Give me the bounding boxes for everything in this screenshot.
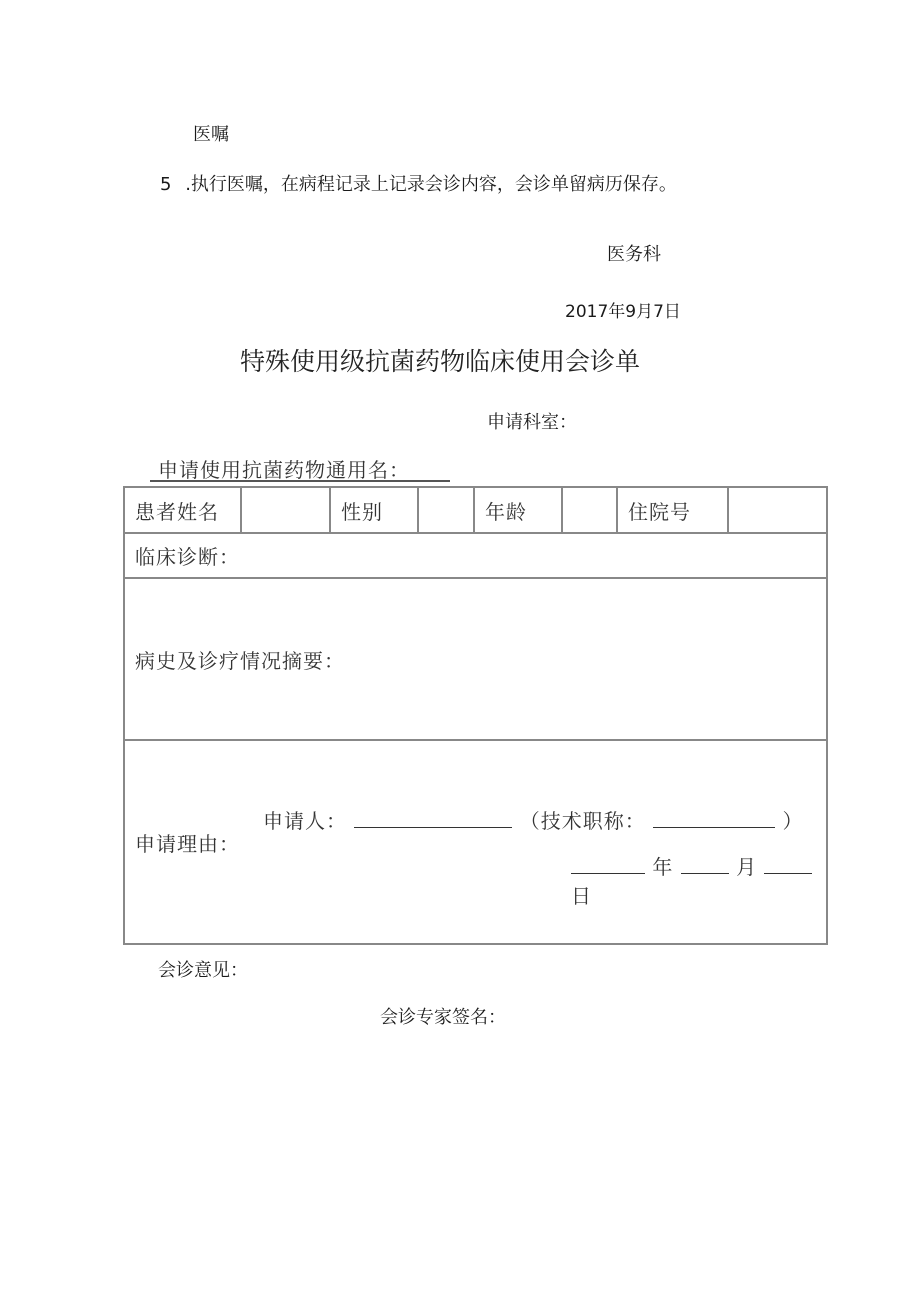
- tech-title-blank[interactable]: [653, 809, 775, 828]
- patient-name-label: 患者姓名: [124, 487, 241, 533]
- inpatient-number-cell[interactable]: [728, 487, 827, 533]
- age-cell[interactable]: [562, 487, 617, 533]
- consultation-opinion-label: 会诊意见：: [158, 960, 248, 981]
- day-label: 日: [571, 884, 592, 908]
- issue-date: 2017年9月7日: [565, 302, 681, 322]
- applicant-blank[interactable]: [354, 809, 512, 828]
- drug-name-field[interactable]: [150, 452, 450, 482]
- history-summary-label: 病史及诊疗情况摘要：: [135, 648, 345, 673]
- year-blank[interactable]: [571, 855, 645, 874]
- item-5: [160, 170, 677, 196]
- age-label: 年龄: [474, 487, 562, 533]
- application-date-row: [571, 851, 826, 909]
- day-blank[interactable]: [764, 855, 812, 874]
- month-label: 月: [736, 855, 758, 879]
- application-reason-label: 申请理由：: [135, 831, 240, 856]
- expert-signature-label: 会诊专家签名：: [380, 1007, 506, 1028]
- patient-name-cell[interactable]: [241, 487, 330, 533]
- diagnosis-label: 临床诊断：: [135, 545, 240, 569]
- applicant-row: [263, 805, 803, 834]
- item-5-number: 5: [160, 174, 172, 195]
- item-5-text: .执行医嘱，在病程记录上记录会诊内容，会诊单留病历保存。: [185, 174, 677, 195]
- tech-title-close: ）: [782, 809, 804, 833]
- applicant-label: 申请人：: [263, 809, 347, 833]
- text-yizhu: 医嘱: [193, 124, 229, 145]
- history-summary-cell[interactable]: [124, 578, 827, 740]
- department-signature: 医务科: [607, 244, 661, 265]
- gender-label: 性别: [330, 487, 418, 533]
- consultation-form-table: [123, 486, 828, 945]
- month-blank[interactable]: [681, 855, 729, 874]
- year-label: 年: [652, 855, 674, 879]
- inpatient-number-label: 住院号: [617, 487, 728, 533]
- application-reason-cell[interactable]: [124, 740, 827, 944]
- drug-name-label: 申请使用抗菌药物通用名：: [158, 458, 410, 482]
- diagnosis-cell[interactable]: [124, 533, 827, 578]
- form-title: 特殊使用级抗菌药物临床使用会诊单: [240, 347, 641, 376]
- gender-cell[interactable]: [418, 487, 474, 533]
- tech-title-label: （技术职称：: [519, 809, 646, 833]
- apply-department-label: 申请科室：: [487, 412, 577, 433]
